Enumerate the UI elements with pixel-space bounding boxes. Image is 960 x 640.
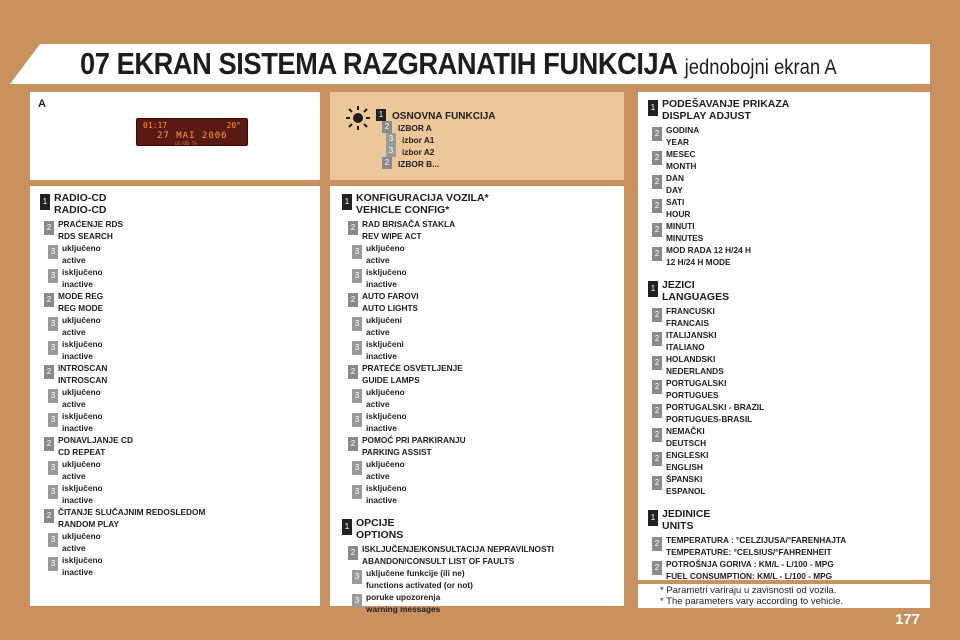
- radio-item-label: uključeno: [62, 459, 101, 469]
- radio-item-label: uključeno: [62, 531, 101, 541]
- config-item-label-en: ABANDON/CONSULT LIST OF FAULTS: [362, 556, 515, 566]
- config-item-label: isključeni: [366, 339, 404, 349]
- settings-item-label: PORTUGALSKI - BRAZIL: [666, 402, 765, 412]
- config-item-label: isključeno: [366, 267, 407, 277]
- settings-item-label: NEMAČKI: [666, 426, 705, 436]
- settings-item-label-en: YEAR: [666, 137, 690, 147]
- settings-item-label: JEZICI: [662, 279, 695, 291]
- basic-item-label: IZBOR B...: [398, 159, 440, 169]
- config-item-label-en: inactive: [366, 423, 397, 433]
- level-badge: 2: [652, 452, 662, 466]
- settings-item-label-en: PORTUGUES: [666, 390, 719, 400]
- radio-item-label-en: active: [62, 255, 86, 265]
- level-badge: 2: [382, 121, 392, 133]
- settings-item-label: ŠPANSKI: [666, 474, 703, 484]
- level-badge: 3: [352, 594, 362, 608]
- level-badge: 3: [48, 269, 58, 283]
- config-item-label: POMOĆ PRI PARKIRANJU: [362, 435, 466, 445]
- level-badge: 2: [652, 247, 662, 261]
- level-badge: 3: [48, 557, 58, 571]
- config-item-label: KONFIGURACIJA VOZILA*: [356, 192, 489, 204]
- title-bar: [40, 44, 930, 84]
- level-badge: 3: [48, 485, 58, 499]
- level-badge: 2: [652, 561, 662, 575]
- config-item-label: uključeno: [366, 459, 405, 469]
- level-badge: 2: [652, 199, 662, 213]
- config-item-label: ISKLJUČENJE/KONSULTACIJA NEPRAVILNOSTI: [362, 544, 554, 554]
- level-badge: 1: [342, 519, 352, 535]
- settings-item-label: MINUTI: [666, 221, 695, 231]
- level-badge: 3: [48, 317, 58, 331]
- level-badge: 1: [648, 281, 658, 297]
- radio-item-label: PRAĆENJE RDS: [58, 219, 124, 229]
- level-badge: 2: [44, 221, 54, 235]
- config-item-label: uključeni: [366, 315, 402, 325]
- settings-item-label-en: MONTH: [666, 161, 697, 171]
- settings-item-label: HOLANDSKI: [666, 354, 716, 364]
- config-item-label: poruke upozorenja: [366, 592, 441, 602]
- radio-item-label-en: REG MODE: [58, 303, 104, 313]
- basic-item-label: izbor A2: [402, 147, 435, 157]
- settings-item-label: PODEŠAVANJE PRIKAZA: [662, 98, 790, 110]
- radio-item-label: isključeno: [62, 483, 103, 493]
- radio-item-label-en: inactive: [62, 423, 93, 433]
- settings-item-label: MESEC: [666, 149, 696, 159]
- level-badge: 1: [648, 510, 658, 526]
- level-badge: 3: [48, 341, 58, 355]
- level-badge: 3: [352, 269, 362, 283]
- level-badge: 2: [44, 365, 54, 379]
- display-settings-panel: [638, 92, 930, 580]
- settings-item-label-en: FUEL CONSUMPTION: KM/L - L/100 - MPG: [666, 571, 833, 581]
- level-badge: 3: [352, 341, 362, 355]
- config-item-label-en: active: [366, 255, 390, 265]
- level-badge: 3: [352, 570, 362, 584]
- settings-item-label-en: 12 H/24 H MODE: [666, 257, 731, 267]
- level-badge: 1: [40, 194, 50, 210]
- level-badge: 3: [352, 461, 362, 475]
- footnote-english: * The parameters vary according to vehicle.: [660, 596, 844, 607]
- level-badge: 2: [652, 356, 662, 370]
- basic-item-label: OSNOVNA FUNKCIJA: [392, 111, 496, 122]
- level-badge: 2: [652, 127, 662, 141]
- radio-item-label-en: RADIO-CD: [54, 204, 107, 216]
- level-badge: 2: [348, 221, 358, 235]
- settings-item-label: SATI: [666, 197, 685, 207]
- config-item-label: isključeno: [366, 483, 407, 493]
- radio-item-label: isključeno: [62, 555, 103, 565]
- settings-item-label-en: DEUTSCH: [666, 438, 707, 448]
- config-item-label-en: active: [366, 327, 390, 337]
- radio-item-label: uključeno: [62, 387, 101, 397]
- level-badge: 2: [652, 404, 662, 418]
- level-badge: 2: [348, 365, 358, 379]
- config-item-label: uključeno: [366, 387, 405, 397]
- level-badge: 3: [48, 245, 58, 259]
- page-subtitle: jednobojni ekran A: [684, 56, 837, 79]
- settings-item-label: ENGLESKI: [666, 450, 709, 460]
- settings-item-label-en: DAY: [666, 185, 683, 195]
- config-item-label: uključeno: [366, 243, 405, 253]
- level-badge: 2: [348, 437, 358, 451]
- basic-function-panel: [330, 92, 624, 180]
- settings-item-label-en: LANGUAGES: [662, 291, 730, 303]
- level-badge: 3: [352, 245, 362, 259]
- level-badge: 3: [352, 317, 362, 331]
- radio-item-label-en: INTROSCAN: [58, 375, 108, 385]
- level-badge: 2: [652, 380, 662, 394]
- config-item-label-en: warning messages: [366, 604, 441, 614]
- level-badge: 3: [48, 461, 58, 475]
- level-badge: 2: [652, 332, 662, 346]
- config-item-label: OPCIJE: [356, 517, 395, 529]
- radio-item-label: RADIO-CD: [54, 192, 107, 204]
- radio-item-label-en: active: [62, 543, 86, 553]
- level-badge: 1: [648, 100, 658, 116]
- level-badge: 2: [44, 293, 54, 307]
- page-title: 07 EKRAN SISTEMA RAZGRANATIH FUNKCIJA jednobojni ekran A: [80, 46, 837, 81]
- radio-item-label: MODE REG: [58, 291, 104, 301]
- settings-item-label: POTROŠNJA GORIVA : KM/L - L/100 - MPG: [666, 559, 834, 569]
- level-badge: 3: [352, 485, 362, 499]
- radio-item-label-en: active: [62, 327, 86, 337]
- radio-item-label: isključeno: [62, 339, 103, 349]
- settings-item-label: PORTUGALSKI: [666, 378, 727, 388]
- radio-item-label: uključeno: [62, 243, 101, 253]
- settings-item-label: JEDINICE: [662, 508, 711, 520]
- settings-item-label: ITALIJANSKI: [666, 330, 717, 340]
- level-badge: 3: [48, 389, 58, 403]
- lcd-display: [136, 118, 248, 146]
- config-item-label-en: active: [366, 471, 390, 481]
- radio-item-label-en: RDS SEARCH: [58, 231, 113, 241]
- config-item-label-en: active: [366, 399, 390, 409]
- level-badge: 2: [348, 293, 358, 307]
- config-item-label-en: VEHICLE CONFIG*: [356, 204, 450, 216]
- settings-item-label-en: TEMPERATURE: °CELSIUS/°FAHRENHEIT: [666, 547, 832, 557]
- level-badge: 3: [352, 389, 362, 403]
- footnote-serbian: * Parametri variraju u zavisnosti od vozila.: [660, 585, 837, 596]
- settings-item-label-en: PORTUGUES-BRASIL: [666, 414, 753, 424]
- config-item-label-en: REV WIPE ACT: [362, 231, 422, 241]
- level-badge: 2: [652, 308, 662, 322]
- settings-item-label-en: FRANCAIS: [666, 318, 709, 328]
- radio-item-label: ČITANJE SLUČAJNIM REDOSLEDOM: [58, 507, 206, 517]
- brightness-icon: [344, 104, 372, 132]
- level-badge: 2: [44, 437, 54, 451]
- level-badge: 2: [652, 428, 662, 442]
- radio-item-label: isključeno: [62, 267, 103, 277]
- level-badge: 2: [652, 175, 662, 189]
- radio-item-label: PONAVLJANJE CD: [58, 435, 133, 445]
- radio-item-label-en: inactive: [62, 351, 93, 361]
- settings-item-label-en: UNITS: [662, 520, 694, 532]
- level-badge: 3: [386, 133, 396, 145]
- level-badge: 3: [386, 145, 396, 157]
- display-a-panel: [30, 92, 320, 180]
- config-item-label: PRATEĆE OSVETLJENJE: [362, 363, 463, 373]
- config-item-label-en: inactive: [366, 495, 397, 505]
- config-item-label-en: OPTIONS: [356, 529, 404, 541]
- lcd-indicators: LR RRD TA: [175, 141, 197, 146]
- settings-item-label: GODINA: [666, 125, 700, 135]
- settings-item-label-en: ITALIANO: [666, 342, 705, 352]
- settings-item-label-en: ESPANOL: [666, 486, 706, 496]
- level-badge: 2: [652, 151, 662, 165]
- settings-item-label-en: HOUR: [666, 209, 691, 219]
- basic-item-label: IZBOR A: [398, 123, 432, 133]
- level-badge: 2: [44, 509, 54, 523]
- radio-item-label-en: active: [62, 471, 86, 481]
- radio-item-label-en: inactive: [62, 567, 93, 577]
- radio-item-label: isključeno: [62, 411, 103, 421]
- config-item-label: AUTO FAROVI: [362, 291, 419, 301]
- config-item-label-en: GUIDE LAMPS: [362, 375, 420, 385]
- level-badge: 3: [48, 533, 58, 547]
- config-item-label-en: inactive: [366, 279, 397, 289]
- level-badge: 2: [652, 476, 662, 490]
- radio-item-label: uključeno: [62, 315, 101, 325]
- level-badge: 1: [376, 109, 386, 121]
- settings-item-label: MOD RADA 12 H/24 H: [666, 245, 751, 255]
- radio-cd-panel: [30, 186, 320, 606]
- settings-item-label-en: NEDERLANDS: [666, 366, 724, 376]
- display-a-label: A: [38, 98, 46, 110]
- level-badge: 2: [382, 157, 392, 169]
- settings-item-label-en: ENGLISH: [666, 462, 703, 472]
- radio-item-label-en: inactive: [62, 495, 93, 505]
- settings-item-label-en: DISPLAY ADJUST: [662, 110, 751, 122]
- radio-item-label-en: RANDOM PLAY: [58, 519, 120, 529]
- level-badge: 3: [48, 413, 58, 427]
- basic-item-label: izbor A1: [402, 135, 435, 145]
- radio-item-label-en: inactive: [62, 279, 93, 289]
- lcd-temperature: 20°: [226, 121, 241, 130]
- config-item-label-en: PARKING ASSIST: [362, 447, 432, 457]
- radio-item-label: INTROSCAN: [58, 363, 108, 373]
- level-badge: 3: [352, 413, 362, 427]
- settings-item-label: TEMPERATURA : °CELZIJUSA/°FARENHAJTA: [666, 535, 847, 545]
- vehicle-config-panel: [330, 186, 624, 614]
- page-number: 177: [894, 611, 920, 628]
- footnote-panel: [638, 584, 930, 608]
- radio-item-label-en: CD REPEAT: [58, 447, 106, 457]
- config-item-label: isključeno: [366, 411, 407, 421]
- lcd-date: 27 MAI 2006: [157, 131, 228, 141]
- settings-item-label: FRANCUSKI: [666, 306, 715, 316]
- radio-item-label-en: active: [62, 399, 86, 409]
- lcd-time: 01:17: [143, 121, 168, 130]
- config-item-label: RAD BRISAČA STAKLA: [362, 219, 456, 229]
- level-badge: 1: [342, 194, 352, 210]
- config-item-label: uključene funkcije (ili ne): [366, 568, 465, 578]
- config-item-label-en: functions activated (or not): [366, 580, 473, 590]
- level-badge: 2: [652, 537, 662, 551]
- settings-item-label: DAN: [666, 173, 684, 183]
- config-item-label-en: inactive: [366, 351, 397, 361]
- settings-item-label-en: MINUTES: [666, 233, 704, 243]
- level-badge: 2: [652, 223, 662, 237]
- config-item-label-en: AUTO LIGHTS: [362, 303, 419, 313]
- level-badge: 2: [348, 546, 358, 560]
